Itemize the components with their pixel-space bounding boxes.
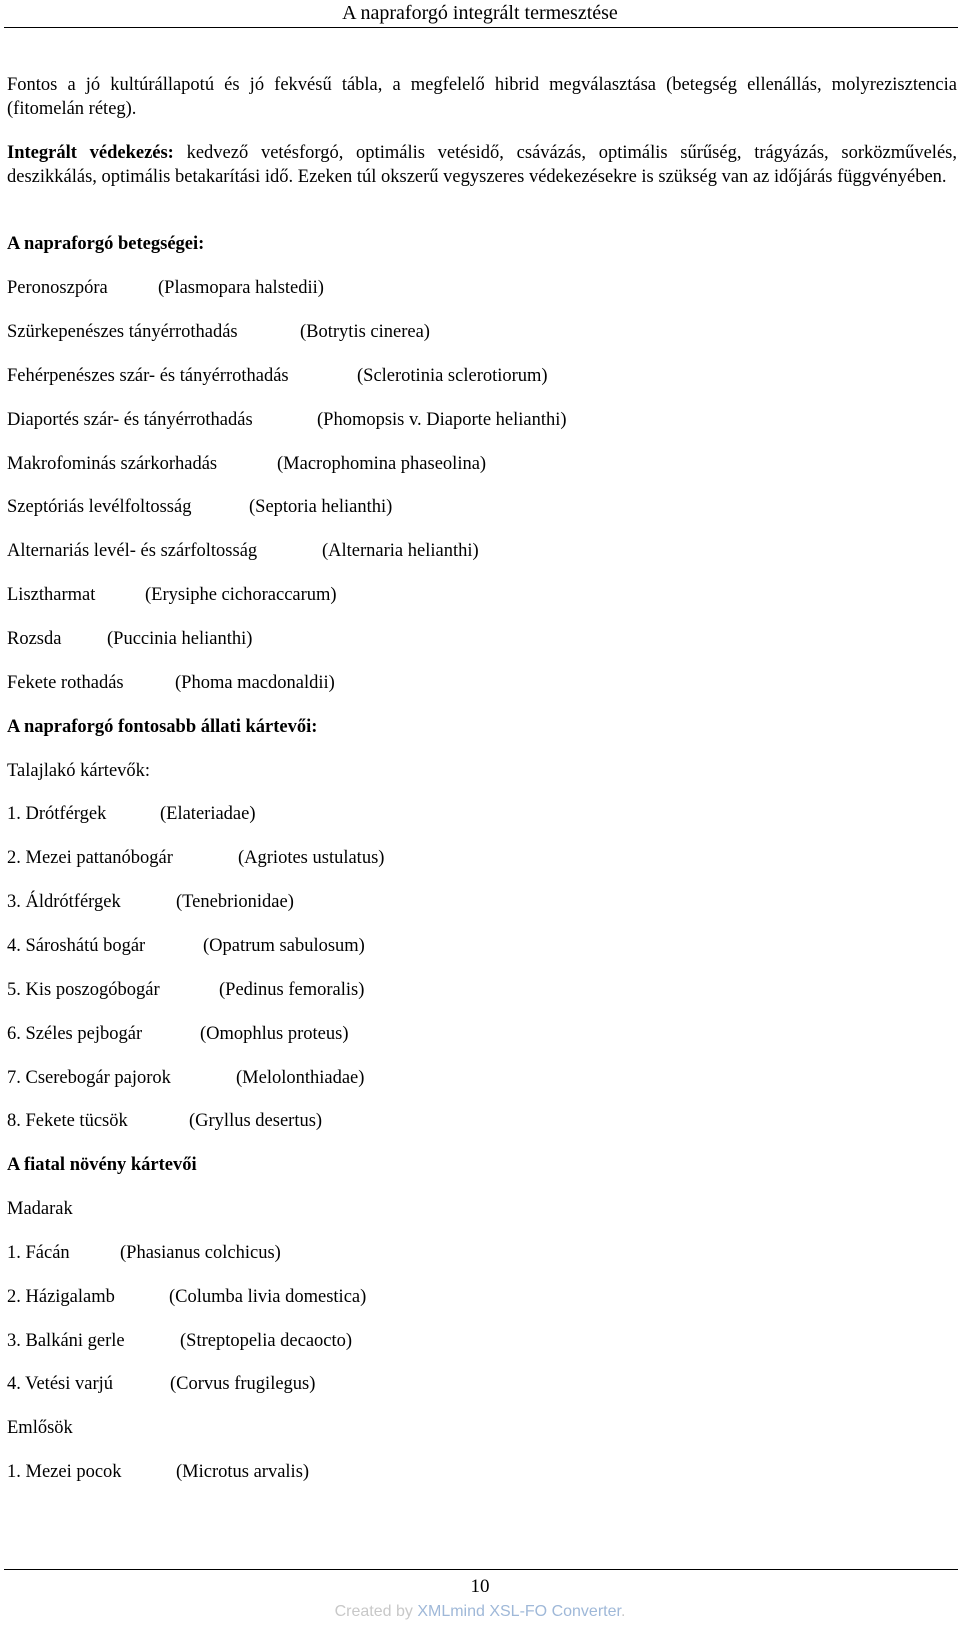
disease-row	[7, 627, 253, 651]
pest-latin-name: (Omophlus proteus)	[200, 1024, 349, 1044]
disease-row	[7, 320, 430, 344]
pest-name: 6. Széles pejbogár	[7, 1024, 143, 1044]
pest-name: 8. Fekete tücsök	[7, 1111, 128, 1131]
disease-name: Fekete rothadás	[7, 673, 124, 693]
disease-latin-name: (Puccinia helianthi)	[107, 629, 253, 649]
disease-row	[7, 539, 479, 563]
pest-row	[7, 1022, 349, 1046]
intro-paragraph: Fontos a jó kultúrállapotú és jó fekvésű tábla, a megfelelő hibrid megválasztása (betegség ellenállás, molyrezisztencia (fitomelán réteg).	[7, 75, 957, 119]
disease-latin-name: (Plasmopara halstedii)	[158, 278, 324, 298]
disease-latin-name: (Macrophomina phaseolina)	[277, 454, 487, 474]
integrated-protection-paragraph	[7, 141, 957, 189]
disease-row	[7, 276, 324, 300]
pest-row	[7, 890, 294, 914]
bird-latin-name: (Corvus frugilegus)	[170, 1374, 316, 1394]
disease-name: Rozsda	[7, 629, 62, 649]
disease-latin-name: (Septoria helianthi)	[249, 497, 393, 517]
credit-brand-link[interactable]: XMLmind XSL-FO Converter	[417, 1603, 621, 1620]
bird-latin-name: (Streptopelia decaocto)	[180, 1331, 353, 1351]
pest-name: 1. Drótférgek	[7, 804, 107, 824]
footer-rule	[4, 1569, 958, 1570]
bird-name: 2. Házigalamb	[7, 1287, 115, 1307]
pest-latin-name: (Tenebrionidae)	[176, 892, 294, 912]
disease-name: Diaportés szár- és tányérrothadás	[7, 410, 253, 430]
disease-name: Alternariás levél- és szárfoltosság	[7, 541, 258, 561]
disease-name: Szeptóriás levélfoltosság	[7, 497, 192, 517]
integrated-protection-text: kedvező vetésforgó, optimális vetésidő, csávázás, optimális sűrűség, trágyázás, sorközművelés, deszikkálás, optimális betakarítási idő. Ezeken túl okszerű vegyszeres védekezésekre is szükség van az időjárás függvényében.	[7, 143, 957, 187]
pests-heading: A napraforgó fontosabb állati kártevői:	[7, 717, 318, 737]
disease-latin-name: (Erysiphe cichoraccarum)	[145, 585, 337, 605]
birds-label: Madarak	[7, 1199, 73, 1219]
header-rule	[4, 27, 958, 28]
pest-row	[7, 846, 385, 870]
bird-name: 1. Fácán	[7, 1243, 70, 1263]
bird-row	[7, 1285, 367, 1309]
pest-row	[7, 978, 365, 1002]
pest-latin-name: (Melolonthiadae)	[236, 1068, 365, 1088]
page-number: 10	[470, 1576, 490, 1597]
bird-row	[7, 1241, 281, 1265]
pest-latin-name: (Opatrum sabulosum)	[203, 936, 365, 956]
pest-name: 2. Mezei pattanóbogár	[7, 848, 173, 868]
pest-latin-name: (Pedinus femoralis)	[219, 980, 365, 1000]
soil-pests-subheading: Talajlakó kártevők:	[7, 761, 151, 781]
mammal-name: 1. Mezei pocok	[7, 1462, 122, 1482]
young-plant-pests-heading: A fiatal növény kártevői	[7, 1155, 197, 1175]
pest-row	[7, 934, 365, 958]
disease-latin-name: (Phoma macdonaldii)	[175, 673, 335, 693]
disease-row	[7, 364, 548, 388]
integrated-protection-label: Integrált védekezés:	[7, 143, 174, 163]
disease-latin-name: (Alternaria helianthi)	[322, 541, 479, 561]
document-title: A napraforgó integrált termesztése	[342, 2, 618, 24]
disease-name: Makrofominás szárkorhadás	[7, 454, 218, 474]
disease-row	[7, 671, 335, 695]
mammal-row	[7, 1460, 310, 1484]
disease-row	[7, 495, 393, 519]
bird-latin-name: (Phasianus colchicus)	[120, 1243, 281, 1263]
mammal-latin-name: (Microtus arvalis)	[176, 1462, 310, 1482]
pest-name: 5. Kis poszogóbogár	[7, 980, 160, 1000]
bird-name: 4. Vetési varjú	[7, 1374, 114, 1394]
pest-row	[7, 1109, 323, 1133]
pest-latin-name: (Elateriadae)	[160, 804, 256, 824]
disease-row	[7, 452, 487, 476]
disease-name: Szürkepenészes tányérrothadás	[7, 322, 238, 342]
pest-name: 4. Sároshátú bogár	[7, 936, 146, 956]
pest-latin-name: (Gryllus desertus)	[189, 1111, 323, 1131]
diseases-heading: A napraforgó betegségei:	[7, 234, 205, 254]
disease-name: Peronoszpóra	[7, 278, 108, 298]
disease-latin-name: (Botrytis cinerea)	[300, 322, 430, 342]
disease-name: Lisztharmat	[7, 585, 96, 605]
bird-name: 3. Balkáni gerle	[7, 1331, 125, 1351]
credit-prefix: Created by	[334, 1603, 418, 1620]
mammals-label: Emlősök	[7, 1418, 73, 1438]
credit-suffix: .	[620, 1603, 626, 1620]
disease-row	[7, 408, 567, 432]
converter-credit	[0, 1602, 960, 1622]
pest-name: 3. Áldrótférgek	[7, 892, 121, 912]
pest-name: 7. Cserebogár pajorok	[7, 1068, 171, 1088]
bird-row	[7, 1372, 316, 1396]
pest-row	[7, 1066, 365, 1090]
disease-row	[7, 583, 337, 607]
disease-name: Fehérpenészes szár- és tányérrothadás	[7, 366, 289, 386]
bird-latin-name: (Columba livia domestica)	[169, 1287, 367, 1307]
disease-latin-name: (Sclerotinia sclerotiorum)	[357, 366, 548, 386]
pest-latin-name: (Agriotes ustulatus)	[238, 848, 385, 868]
bird-row	[7, 1329, 353, 1353]
disease-latin-name: (Phomopsis v. Diaporte helianthi)	[317, 410, 567, 430]
pest-row	[7, 802, 256, 826]
